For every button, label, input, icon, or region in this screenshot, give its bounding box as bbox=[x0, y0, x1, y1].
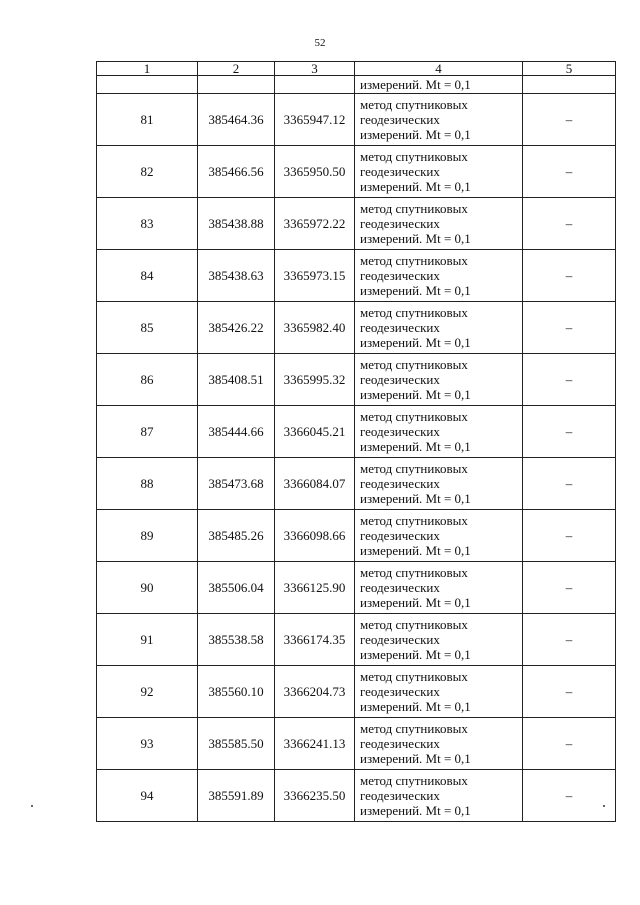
y-coordinate-cell: 3366098.66 bbox=[275, 510, 355, 562]
note-cell: – bbox=[523, 94, 616, 146]
table-row bbox=[97, 770, 616, 822]
method-line: метод спутниковых bbox=[360, 357, 468, 372]
method-line: метод спутниковых bbox=[360, 201, 468, 216]
method-line: геодезических bbox=[360, 320, 440, 335]
table-row bbox=[97, 614, 616, 666]
method-line: геодезических bbox=[360, 476, 440, 491]
scan-speck-left bbox=[31, 805, 33, 807]
method-cell bbox=[355, 614, 523, 666]
y-coordinate-cell: 3365972.22 bbox=[275, 198, 355, 250]
method-line: измерений. Mt = 0,1 bbox=[360, 231, 471, 246]
method-line: измерений. Mt = 0,1 bbox=[360, 179, 471, 194]
header-cell-point: 1 bbox=[97, 62, 198, 76]
y-coordinate-cell: 3366125.90 bbox=[275, 562, 355, 614]
method-line: измерений. Mt = 0,1 bbox=[360, 283, 471, 298]
y-coordinate-cell: 3365995.32 bbox=[275, 354, 355, 406]
method-line: геодезических bbox=[360, 632, 440, 647]
x-coordinate-cell: 385485.26 bbox=[198, 510, 275, 562]
point-number-cell: 88 bbox=[97, 458, 198, 510]
method-line: геодезических bbox=[360, 112, 440, 127]
point-number-cell: 84 bbox=[97, 250, 198, 302]
method-line: метод спутниковых bbox=[360, 669, 468, 684]
method-line: метод спутниковых bbox=[360, 513, 468, 528]
table-row bbox=[97, 146, 616, 198]
x-coordinate-cell: 385538.58 bbox=[198, 614, 275, 666]
method-line: геодезических bbox=[360, 684, 440, 699]
method-cell bbox=[355, 302, 523, 354]
method-line: геодезических bbox=[360, 736, 440, 751]
method-line: геодезических bbox=[360, 580, 440, 595]
method-line: метод спутниковых bbox=[360, 253, 468, 268]
note-cell: – bbox=[523, 510, 616, 562]
point-number-cell: 83 bbox=[97, 198, 198, 250]
table-header-row bbox=[97, 62, 616, 76]
x-coordinate-cell: 385466.56 bbox=[198, 146, 275, 198]
method-cell bbox=[355, 510, 523, 562]
y-coordinate-cell: 3366084.07 bbox=[275, 458, 355, 510]
y-coordinate-cell: 3365982.40 bbox=[275, 302, 355, 354]
table-row bbox=[97, 250, 616, 302]
method-line: метод спутниковых bbox=[360, 97, 468, 112]
note-cell: – bbox=[523, 146, 616, 198]
method-line: метод спутниковых bbox=[360, 617, 468, 632]
method-line: геодезических bbox=[360, 268, 440, 283]
table-row bbox=[97, 198, 616, 250]
table-row bbox=[97, 718, 616, 770]
point-number-cell: 90 bbox=[97, 562, 198, 614]
note-cell: – bbox=[523, 718, 616, 770]
note-cell: – bbox=[523, 562, 616, 614]
method-cell bbox=[355, 770, 523, 822]
method-line: измерений. Mt = 0,1 bbox=[360, 335, 471, 350]
method-cell bbox=[355, 354, 523, 406]
method-cell bbox=[355, 458, 523, 510]
method-line: геодезических bbox=[360, 528, 440, 543]
table-row bbox=[97, 302, 616, 354]
cont-cell-point bbox=[97, 76, 198, 94]
header-cell-note: 5 bbox=[523, 62, 616, 76]
method-line: измерений. Mt = 0,1 bbox=[360, 491, 471, 506]
x-coordinate-cell: 385438.63 bbox=[198, 250, 275, 302]
method-line: метод спутниковых bbox=[360, 565, 468, 580]
method-line: геодезических bbox=[360, 788, 440, 803]
method-cell bbox=[355, 250, 523, 302]
cont-cell-method: измерений. Mt = 0,1 bbox=[355, 76, 523, 94]
header-cell-y: 3 bbox=[275, 62, 355, 76]
note-cell: – bbox=[523, 770, 616, 822]
point-number-cell: 91 bbox=[97, 614, 198, 666]
method-line: измерений. Mt = 0,1 bbox=[360, 595, 471, 610]
note-cell: – bbox=[523, 614, 616, 666]
method-line: геодезических bbox=[360, 216, 440, 231]
table-row bbox=[97, 406, 616, 458]
point-number-cell: 86 bbox=[97, 354, 198, 406]
note-cell: – bbox=[523, 458, 616, 510]
y-coordinate-cell: 3365947.12 bbox=[275, 94, 355, 146]
method-line: геодезических bbox=[360, 424, 440, 439]
table-row bbox=[97, 458, 616, 510]
method-line: метод спутниковых bbox=[360, 305, 468, 320]
point-number-cell: 89 bbox=[97, 510, 198, 562]
note-cell: – bbox=[523, 666, 616, 718]
y-coordinate-cell: 3366204.73 bbox=[275, 666, 355, 718]
header-cell-method: 4 bbox=[355, 62, 523, 76]
point-number-cell: 82 bbox=[97, 146, 198, 198]
table-row bbox=[97, 354, 616, 406]
method-line: метод спутниковых bbox=[360, 149, 468, 164]
method-line: измерений. Mt = 0,1 bbox=[360, 127, 471, 142]
cont-cell-y bbox=[275, 76, 355, 94]
note-cell: – bbox=[523, 302, 616, 354]
point-number-cell: 93 bbox=[97, 718, 198, 770]
point-number-cell: 94 bbox=[97, 770, 198, 822]
cont-cell-note bbox=[523, 76, 616, 94]
table-row bbox=[97, 562, 616, 614]
method-line: измерений. Mt = 0,1 bbox=[360, 647, 471, 662]
method-cell bbox=[355, 94, 523, 146]
x-coordinate-cell: 385464.36 bbox=[198, 94, 275, 146]
method-line: измерений. Mt = 0,1 bbox=[360, 699, 471, 714]
method-line: измерений. Mt = 0,1 bbox=[360, 439, 471, 454]
y-coordinate-cell: 3365973.15 bbox=[275, 250, 355, 302]
x-coordinate-cell: 385438.88 bbox=[198, 198, 275, 250]
method-cell bbox=[355, 406, 523, 458]
point-number-cell: 85 bbox=[97, 302, 198, 354]
method-cell bbox=[355, 666, 523, 718]
continuation-row bbox=[97, 76, 616, 94]
header-cell-x: 2 bbox=[198, 62, 275, 76]
x-coordinate-cell: 385408.51 bbox=[198, 354, 275, 406]
x-coordinate-cell: 385585.50 bbox=[198, 718, 275, 770]
cont-cell-x bbox=[198, 76, 275, 94]
y-coordinate-cell: 3366045.21 bbox=[275, 406, 355, 458]
method-line: метод спутниковых bbox=[360, 461, 468, 476]
method-line: метод спутниковых bbox=[360, 409, 468, 424]
y-coordinate-cell: 3366235.50 bbox=[275, 770, 355, 822]
x-coordinate-cell: 385506.04 bbox=[198, 562, 275, 614]
point-number-cell: 87 bbox=[97, 406, 198, 458]
x-coordinate-cell: 385473.68 bbox=[198, 458, 275, 510]
method-cell bbox=[355, 718, 523, 770]
point-number-cell: 81 bbox=[97, 94, 198, 146]
note-cell: – bbox=[523, 354, 616, 406]
method-line: измерений. Mt = 0,1 bbox=[360, 751, 471, 766]
method-line: измерений. Mt = 0,1 bbox=[360, 803, 471, 818]
point-number-cell: 92 bbox=[97, 666, 198, 718]
x-coordinate-cell: 385426.22 bbox=[198, 302, 275, 354]
y-coordinate-cell: 3365950.50 bbox=[275, 146, 355, 198]
table-row bbox=[97, 510, 616, 562]
x-coordinate-cell: 385560.10 bbox=[198, 666, 275, 718]
note-cell: – bbox=[523, 198, 616, 250]
method-line: измерений. Mt = 0,1 bbox=[360, 543, 471, 558]
method-line: метод спутниковых bbox=[360, 773, 468, 788]
table-row bbox=[97, 666, 616, 718]
page-number: 52 bbox=[314, 37, 326, 49]
method-cell bbox=[355, 146, 523, 198]
method-cell bbox=[355, 562, 523, 614]
table-row bbox=[97, 94, 616, 146]
x-coordinate-cell: 385591.89 bbox=[198, 770, 275, 822]
note-cell: – bbox=[523, 250, 616, 302]
method-line: геодезических bbox=[360, 164, 440, 179]
note-cell: – bbox=[523, 406, 616, 458]
method-line: метод спутниковых bbox=[360, 721, 468, 736]
x-coordinate-cell: 385444.66 bbox=[198, 406, 275, 458]
y-coordinate-cell: 3366174.35 bbox=[275, 614, 355, 666]
scan-speck-right bbox=[603, 805, 605, 807]
method-cell bbox=[355, 198, 523, 250]
method-line: измерений. Mt = 0,1 bbox=[360, 387, 471, 402]
y-coordinate-cell: 3366241.13 bbox=[275, 718, 355, 770]
method-line: геодезических bbox=[360, 372, 440, 387]
coordinates-table bbox=[96, 61, 616, 822]
